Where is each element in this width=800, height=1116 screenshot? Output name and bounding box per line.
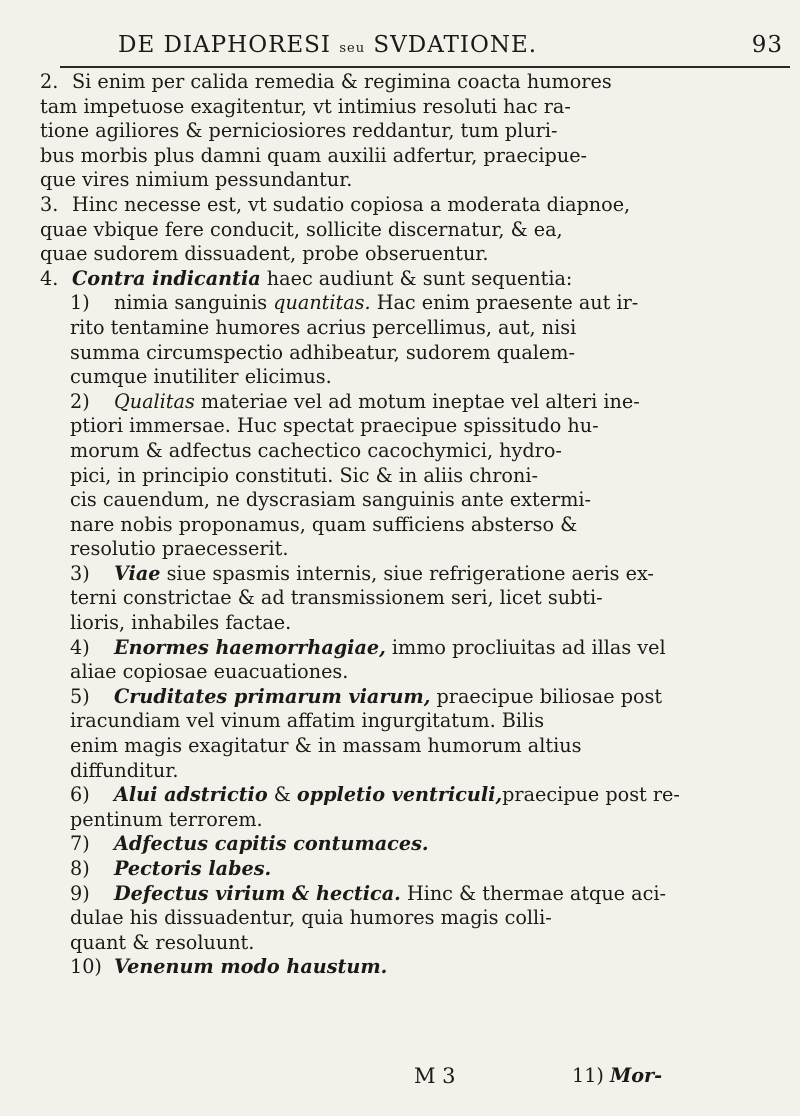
list-item-1 xyxy=(40,291,788,389)
running-header xyxy=(118,32,783,58)
text-line: haec audiunt & sunt sequentia: xyxy=(260,266,573,290)
text-run: immo procliuitas ad illas vel xyxy=(385,635,666,659)
list-item-2 xyxy=(40,390,788,562)
text-line: enim magis exagitatur & in massam humorum altius xyxy=(70,734,582,758)
list-item-8 xyxy=(40,857,788,882)
text-line: dulae his dissuadentur, quia humores magis colli- xyxy=(70,906,552,930)
text-line: pentinum terrorem. xyxy=(70,807,263,831)
text-line: pici, in principio constituti. Sic & in aliis chroni- xyxy=(70,463,538,487)
italic-term: Defectus virium & hectica. xyxy=(114,881,401,905)
text-run: & xyxy=(267,783,297,807)
title-conjunction: seu xyxy=(339,41,366,56)
italic-term: quantitas. xyxy=(273,291,371,315)
item-number: 7) xyxy=(70,832,90,856)
title-part-1: DE DIAPHORESI xyxy=(118,32,332,58)
text-run: siue spasmis internis, siue refrigeratione aeris ex- xyxy=(160,561,654,585)
catchword-text: Mor- xyxy=(610,1064,663,1087)
text-line: ptiori immersae. Huc spectat praecipue spissitudo hu- xyxy=(70,414,599,438)
list-item-10 xyxy=(40,955,788,980)
header-rule xyxy=(60,66,790,68)
item-number: 1) xyxy=(70,291,90,315)
text-line: tione agiliores & perniciosiores reddantur, tum pluri- xyxy=(40,119,558,143)
text-line: lioris, inhabiles factae. xyxy=(70,611,292,635)
text-run: materiae vel ad motum ineptae vel alteri ine- xyxy=(194,389,640,413)
list-item-9 xyxy=(40,882,788,956)
text-line: que vires nimium pessundantur. xyxy=(40,168,353,192)
text-run: nimia sanguinis xyxy=(114,291,274,315)
signature-mark: M 3 xyxy=(414,1064,456,1088)
text-line: terni constrictae & ad transmissionem seri, licet subti- xyxy=(70,586,603,610)
text-run: praecipue post re- xyxy=(502,783,680,807)
paragraph-number: 2. xyxy=(40,70,59,93)
text-line: diffunditur. xyxy=(70,758,179,782)
item-number: 5) xyxy=(70,684,90,708)
item-number: 3) xyxy=(70,561,90,585)
list-item-3 xyxy=(40,562,788,636)
body-text xyxy=(40,70,788,980)
text-line: quae vbique fere conducit, sollicite discernatur, & ea, xyxy=(40,217,563,241)
paragraph-number: 4. xyxy=(40,266,59,290)
item-number: 6) xyxy=(70,783,90,807)
title-part-2: SVDATIONE. xyxy=(373,32,538,58)
text-line: quae sudorem dissuadent, probe obseruentur. xyxy=(40,242,489,266)
italic-term: Viae xyxy=(114,561,161,585)
item-number: 9) xyxy=(70,881,90,905)
text-line: iracundiam vel vinum affatim ingurgitatum. Bilis xyxy=(70,709,545,733)
text-run: Hac enim praesente aut ir- xyxy=(370,291,639,315)
item-number: 4) xyxy=(70,635,90,659)
paragraph-3 xyxy=(40,193,788,267)
list-item-6 xyxy=(40,783,788,832)
text-line: Si enim per calida remedia & regimina coacta humores xyxy=(72,70,612,93)
catchword-number: 11) xyxy=(572,1064,604,1087)
running-title xyxy=(118,32,537,58)
paragraph-2 xyxy=(40,70,788,193)
paragraph-number: 3. xyxy=(40,192,59,216)
italic-term: oppletio ventriculi, xyxy=(296,783,503,807)
italic-term: Pectoris labes. xyxy=(114,857,272,880)
text-line: aliae copiosae euacuationes. xyxy=(70,660,349,684)
italic-term: Venenum modo haustum. xyxy=(114,955,388,979)
text-line: tam impetuose exagitentur, vt intimius resoluti hac ra- xyxy=(40,94,571,118)
italic-heading: Contra indicantia xyxy=(72,266,261,290)
text-run: praecipue biliosae post xyxy=(430,684,663,708)
item-number: 10) xyxy=(70,955,102,979)
text-line: morum & adfectus cachectico cacochymici, hydro- xyxy=(70,438,562,462)
item-number: 2) xyxy=(70,389,90,413)
text-line: rito tentamine humores acrius percellimus, aut, nisi xyxy=(70,315,577,339)
italic-term: Alui adstrictio xyxy=(114,783,268,807)
italic-term: Cruditates primarum viarum, xyxy=(114,684,431,708)
text-line: cis cauendum, ne dyscrasiam sanguinis ante extermi- xyxy=(70,488,592,512)
item-number: 8) xyxy=(70,857,90,880)
text-line: resolutio praecesserit. xyxy=(70,537,289,561)
list-item-7 xyxy=(40,832,788,857)
italic-term: Qualitas xyxy=(114,389,195,413)
italic-term: Enormes haemorrhagiae, xyxy=(114,635,386,659)
list-item-4 xyxy=(40,636,788,685)
catchword xyxy=(572,1064,662,1087)
text-line: quant & resoluunt. xyxy=(70,930,255,954)
text-line: bus morbis plus damni quam auxilii adfertur, praecipue- xyxy=(40,143,588,167)
text-line: Hinc necesse est, vt sudatio copiosa a moderata diapnoe, xyxy=(72,192,631,216)
page-number: 93 xyxy=(751,32,783,58)
italic-term: Adfectus capitis contumaces. xyxy=(114,832,429,856)
text-line: cumque inutiliter elicimus. xyxy=(70,365,332,389)
paragraph-4 xyxy=(40,267,788,292)
text-line: summa circumspectio adhibeatur, sudorem qualem- xyxy=(70,340,575,364)
text-line: nare nobis proponamus, quam sufficiens absterso & xyxy=(70,512,578,536)
text-run: Hinc & thermae atque aci- xyxy=(400,881,666,905)
list-item-5 xyxy=(40,685,788,783)
